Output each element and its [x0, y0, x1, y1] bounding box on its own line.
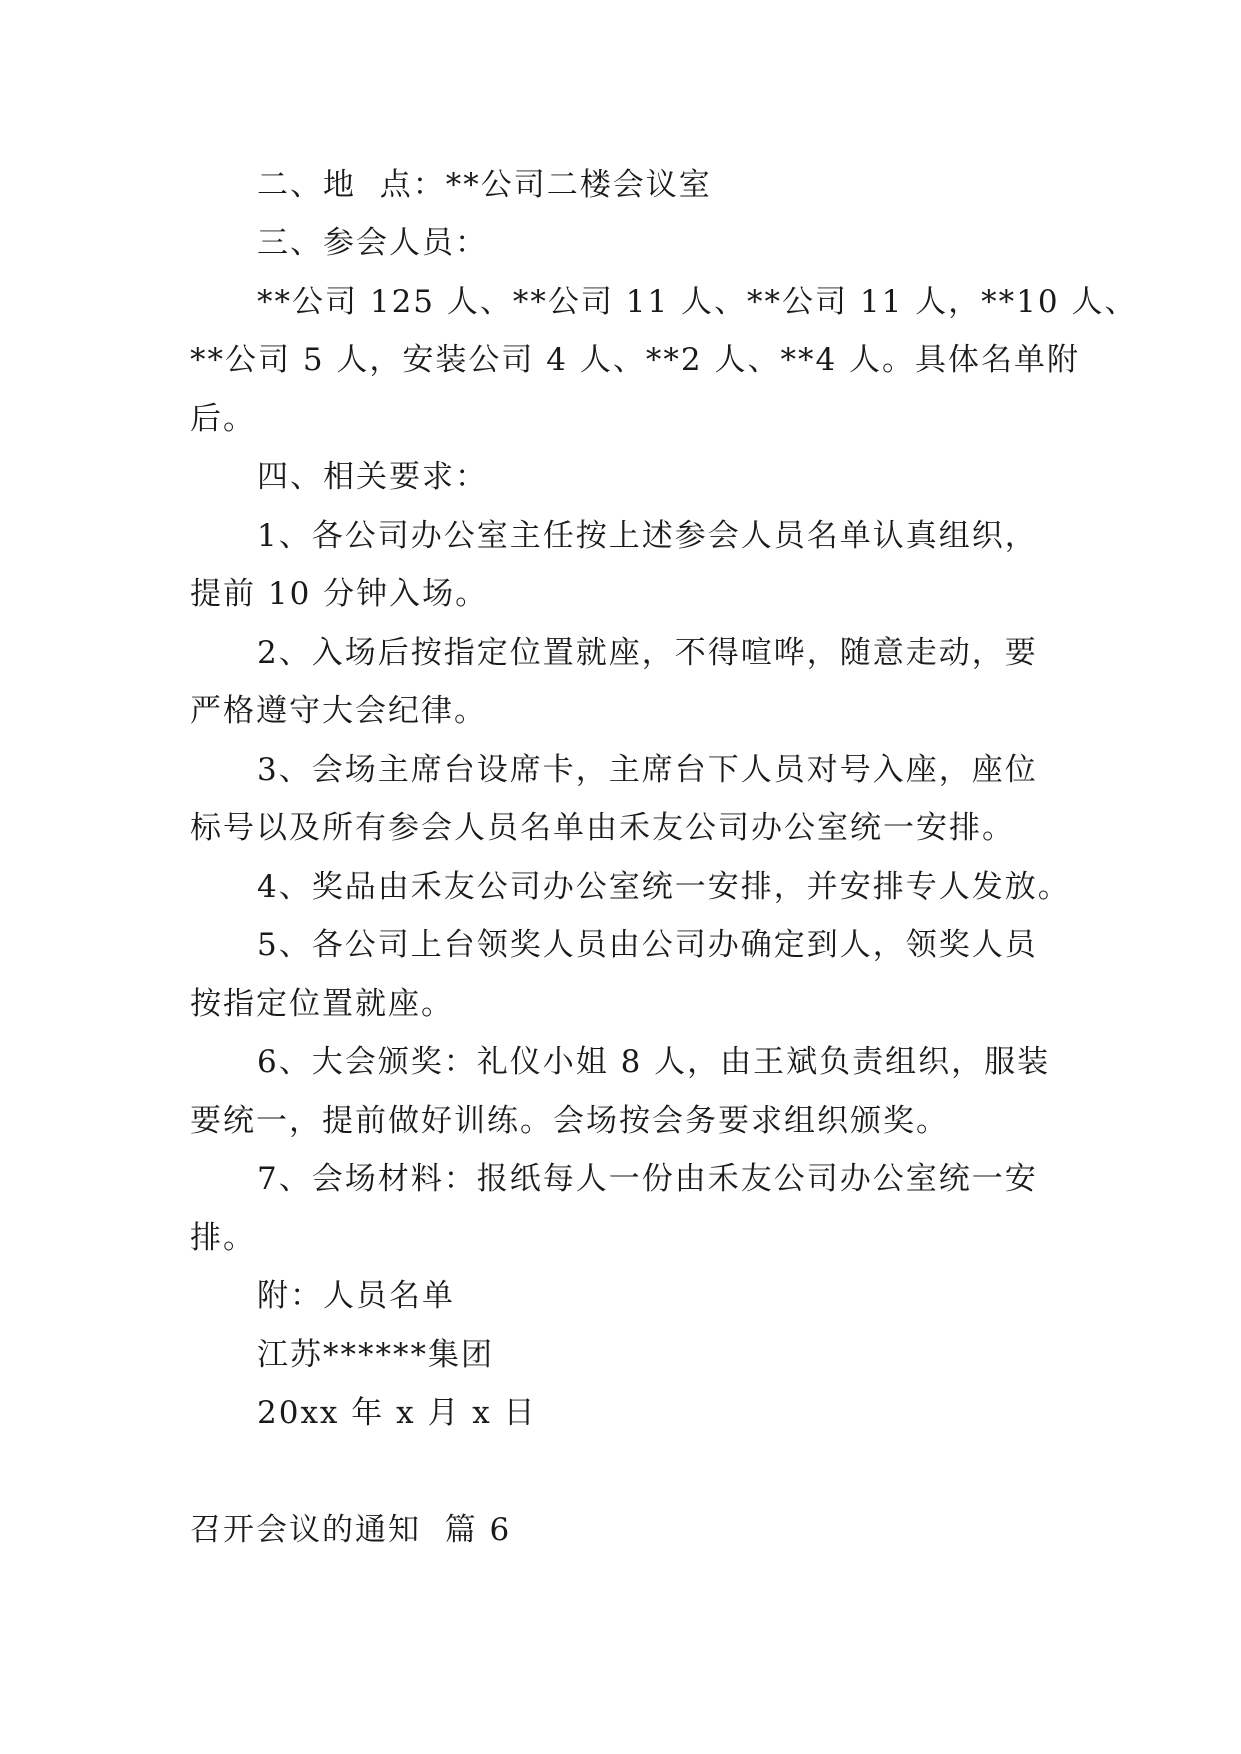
attendees-line-3: 后。 [190, 401, 256, 437]
requirement-1-line-1: 1、各公司办公室主任按上述参会人员名单认真组织， [257, 518, 1038, 554]
requirement-5-line-2: 按指定位置就座。 [190, 986, 454, 1022]
attendees-line-2: **公司 5 人，安装公司 4 人、**2 人、**4 人。具体名单附 [190, 342, 1081, 378]
requirement-2-line-1: 2、入场后按指定位置就座，不得喧哗，随意走动，要 [257, 635, 1038, 671]
requirement-3-line-1: 3、会场主席台设席卡，主席台下人员对号入座，座位 [257, 752, 1038, 788]
issuer-line: 江苏******集团 [257, 1337, 494, 1373]
requirement-5-line-1: 5、各公司上台领奖人员由公司办确定到人，领奖人员 [257, 927, 1038, 963]
requirements-heading: 四、相关要求： [257, 459, 488, 495]
requirement-7-line-2: 排。 [190, 1220, 256, 1256]
requirement-7-line-1: 7、会场材料：报纸每人一份由禾友公司办公室统一安 [257, 1161, 1038, 1197]
venue-line: 二、地 点：**公司二楼会议室 [257, 167, 712, 203]
date-line: 20xx 年 x 月 x 日 [257, 1395, 537, 1431]
attendees-line-1: **公司 125 人、**公司 11 人、**公司 11 人，**10 人、 [257, 284, 1138, 320]
section-title: 召开会议的通知 篇 6 [190, 1512, 512, 1548]
requirement-2-line-2: 严格遵守大会纪律。 [190, 693, 487, 729]
requirement-3-line-2: 标号以及所有参会人员名单由禾友公司办公室统一安排。 [190, 810, 1015, 846]
attachment-line: 附：人员名单 [257, 1278, 455, 1314]
requirement-4-line-1: 4、奖品由禾友公司办公室统一安排，并安排专人发放。 [257, 869, 1071, 905]
attendees-heading: 三、参会人员： [257, 225, 488, 261]
requirement-1-line-2: 提前 10 分钟入场。 [190, 576, 489, 612]
requirement-6-line-2: 要统一，提前做好训练。会场按会务要求组织颁奖。 [190, 1103, 949, 1139]
requirement-6-line-1: 6、大会颁奖：礼仪小姐 8 人，由王斌负责组织，服装 [257, 1044, 1051, 1080]
